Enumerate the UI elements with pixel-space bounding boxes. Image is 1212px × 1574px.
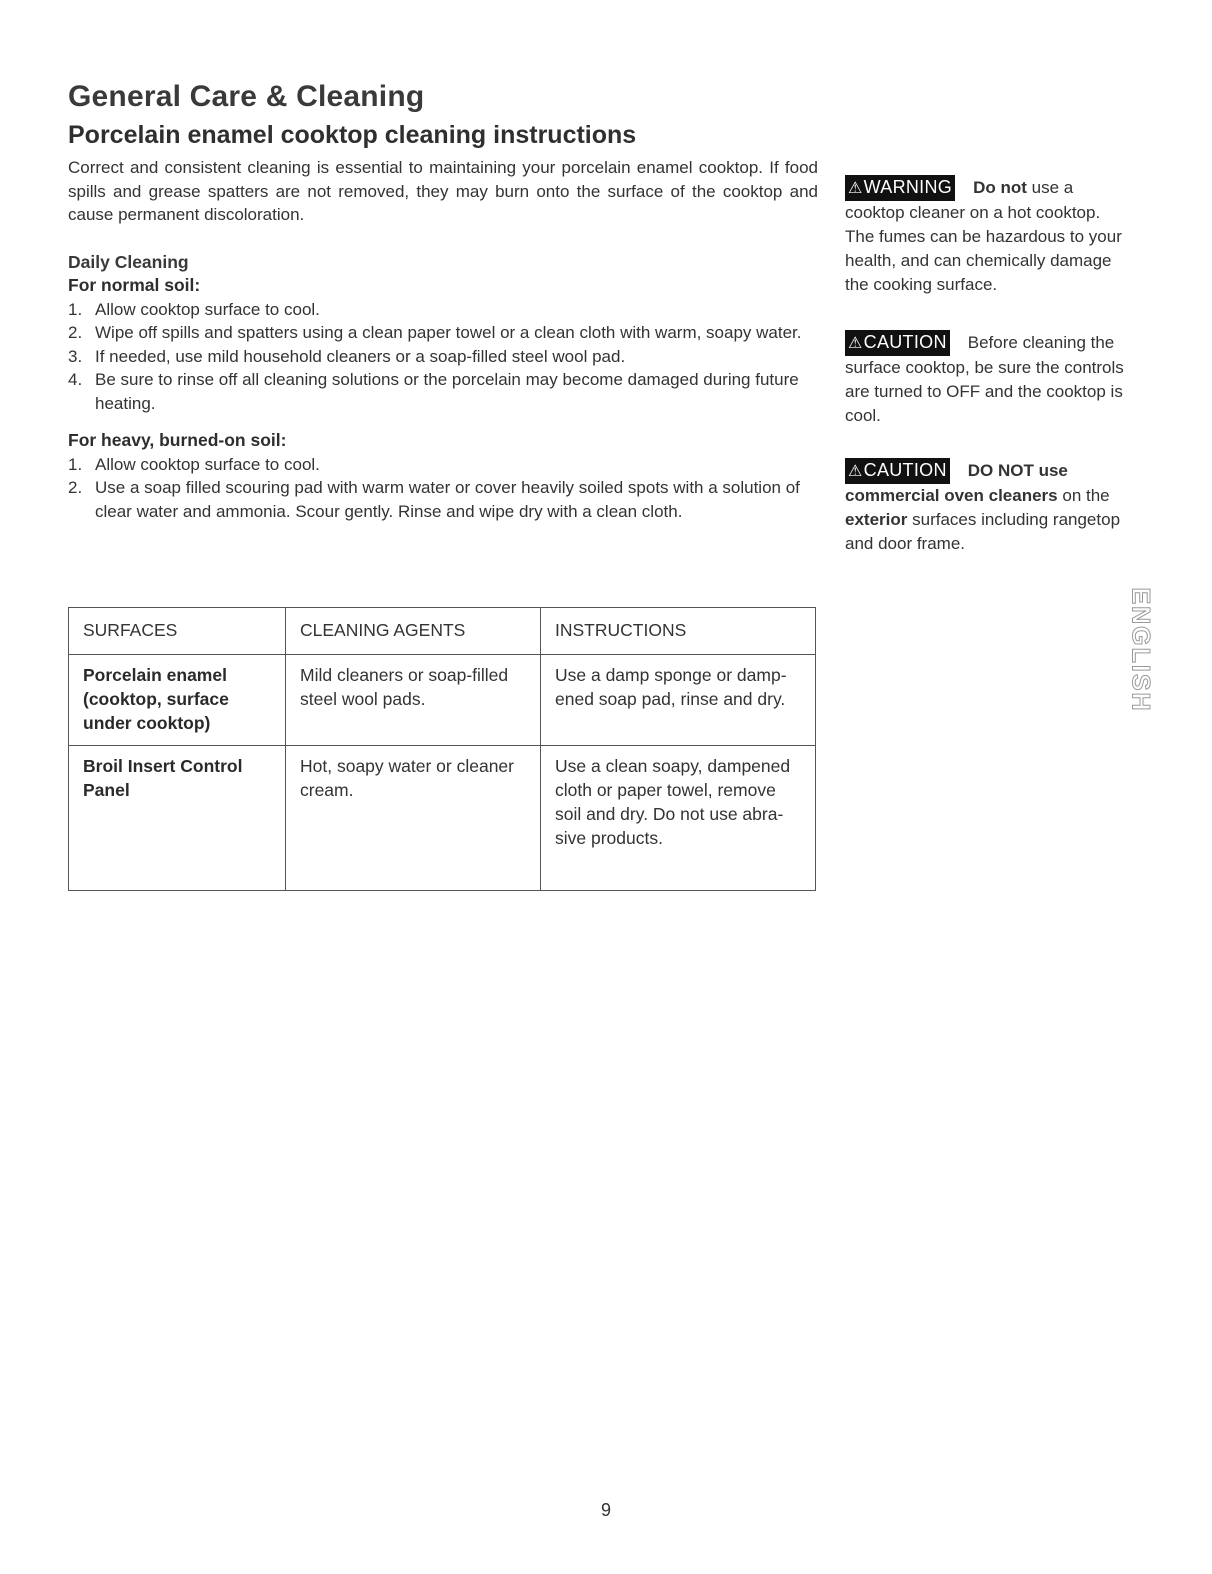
caution-notice-oven-cleaners <box>845 458 1127 556</box>
list-item <box>68 476 818 523</box>
caution-emphasis: exterior <box>845 510 908 529</box>
step-number: 2. <box>68 323 83 342</box>
warning-notice <box>845 175 1127 297</box>
heavy-soil-steps <box>68 453 818 524</box>
caution-lead: DO NOT use commercial oven cleaners <box>845 461 1068 505</box>
caution-tail: surfaces including rangetop and door frame. <box>845 510 1121 553</box>
header-surfaces: SURFACES <box>69 608 286 655</box>
normal-soil-steps <box>68 298 818 416</box>
step-number: 1. <box>68 454 83 474</box>
step-text: Be sure to rinse off all cleaning solutions or the porcelain may become damaged during future heating. <box>95 370 799 413</box>
list-item <box>68 345 818 369</box>
warning-text: use a cooktop cleaner on a hot cooktop. The fumes can be hazardous to your health, and can chemically damage the cooking surface. <box>845 178 1122 294</box>
caution-badge <box>845 458 950 484</box>
heavy-soil-heading: For heavy, burned-on soil: <box>68 430 287 450</box>
list-item <box>68 453 818 477</box>
table-row <box>69 655 816 746</box>
daily-cleaning-heading: Daily Cleaning <box>68 251 189 272</box>
main-content <box>68 156 818 523</box>
step-text: Wipe off spills and spatters using a clean paper towel or a clean cloth with warm, soapy water. <box>95 323 802 342</box>
step-text: Allow cooktop surface to cool. <box>95 299 320 319</box>
caution-notice-cooktop <box>845 330 1127 428</box>
instructions-cell: Use a clean soapy, dampened cloth or paper towel, remove soil and dry. Do not use abra-sive products. <box>541 746 816 891</box>
section-title: Porcelain enamel cooktop cleaning instructions <box>68 121 637 149</box>
step-number: 4. <box>68 370 83 389</box>
normal-soil-heading: For normal soil: <box>68 275 201 295</box>
intro-paragraph: Correct and consistent cleaning is essential to maintaining your porcelain enamel cooktop. If food spills and grease spatters are not removed, they may burn onto the surface of the cooktop and cause permanent discoloration. <box>68 158 818 224</box>
page-number: 9 <box>600 1500 611 1520</box>
caution-label: CAUTION <box>863 460 947 480</box>
warning-badge <box>845 175 955 201</box>
table-row <box>69 746 816 891</box>
list-item <box>68 298 818 322</box>
caution-mid: on the <box>1062 486 1110 505</box>
page-title: General Care & Cleaning <box>68 80 425 113</box>
header-cleaning-agents: CLEANING AGENTS <box>286 608 541 655</box>
warning-lead: Do not <box>973 178 1027 197</box>
surface-cell: Porcelain enamel (cooktop, surface under cooktop) <box>69 655 286 746</box>
step-number: 2. <box>68 478 83 497</box>
agents-cell: Hot, soapy water or cleaner cream. <box>286 746 541 891</box>
cleaning-agents-table <box>68 607 816 891</box>
list-item <box>68 321 818 345</box>
language-tab-label: ENGLISH <box>1126 586 1155 713</box>
language-tab <box>1120 577 1160 722</box>
surface-cell: Broil Insert Control Panel <box>69 746 286 891</box>
caution-label: CAUTION <box>863 332 947 352</box>
warning-triangle-icon: ⚠ <box>848 463 863 480</box>
caution-text: Before cleaning the surface cooktop, be sure the controls are turned to OFF and the cooktop is cool. <box>845 333 1124 425</box>
step-number: 1. <box>68 299 83 319</box>
list-item <box>68 368 818 415</box>
step-number: 3. <box>68 346 83 366</box>
table-header-row <box>69 608 816 655</box>
warning-label: WARNING <box>863 177 953 197</box>
step-text: Allow cooktop surface to cool. <box>95 454 320 474</box>
step-text: Use a soap filled scouring pad with warm water or cover heavily soiled spots with a solution of clear water and ammonia. Scour gently. Rinse and wipe dry with a clean cloth. <box>95 478 800 521</box>
warning-triangle-icon: ⚠ <box>848 335 863 352</box>
step-text: If needed, use mild household cleaners or a soap-filled steel wool pad. <box>95 346 626 366</box>
warning-triangle-icon: ⚠ <box>848 180 863 197</box>
caution-badge <box>845 330 950 356</box>
agents-cell: Mild cleaners or soap-filled steel wool pads. <box>286 655 541 746</box>
instructions-cell: Use a damp sponge or damp-ened soap pad, rinse and dry. <box>541 655 816 746</box>
header-instructions: INSTRUCTIONS <box>541 608 816 655</box>
